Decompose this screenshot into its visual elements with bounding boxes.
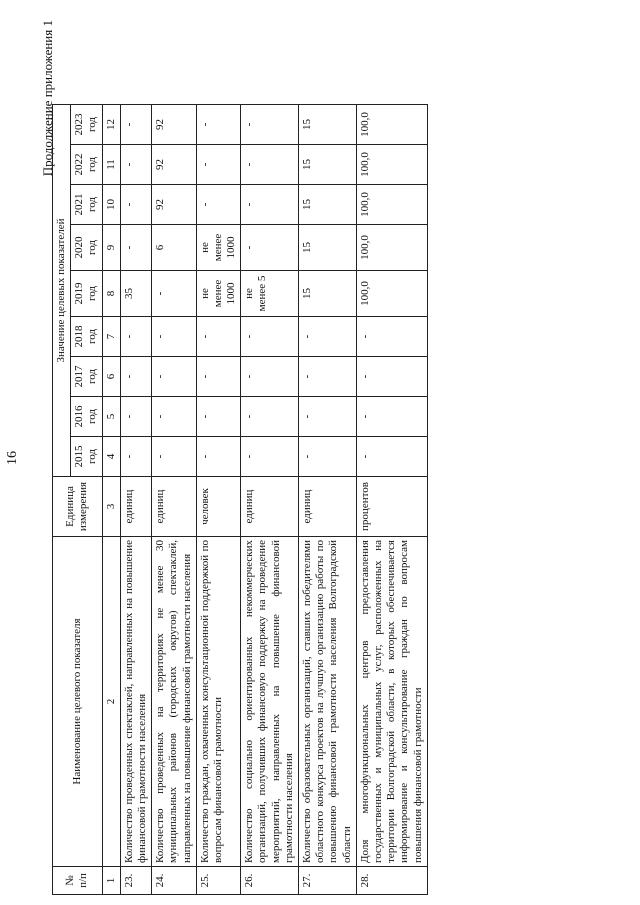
- value-cell: -: [356, 437, 427, 477]
- header-index: 7: [102, 317, 120, 357]
- header-index: 11: [102, 145, 120, 185]
- header-index: 3: [102, 477, 120, 537]
- value-cell: 15: [299, 105, 357, 145]
- header-year: 2017 год: [71, 357, 102, 397]
- header-no: № п/п: [53, 867, 103, 895]
- header-index: 12: [102, 105, 120, 145]
- unit-cell: единиц: [120, 477, 151, 537]
- table-row: [152, 105, 197, 895]
- indicator-name: Количество проведенных спектаклей, направленных на повышение финансовой грамотности населения: [120, 537, 151, 867]
- value-cell: 100,0: [356, 145, 427, 185]
- value-cell: -: [152, 357, 197, 397]
- value-cell: -: [120, 357, 151, 397]
- row-number: 24.: [152, 867, 197, 895]
- table-row: [241, 105, 299, 895]
- value-cell: -: [241, 357, 299, 397]
- header-unit: Единица измерения: [53, 477, 103, 537]
- indicator-name: Доля многофункциональных центров предоставления государственных и муниципальных услуг, расположенных на территории Волгоградской области, в которых обеспечивается информирование и консультирование граждан по вопросам повышения финансовой грамотности: [356, 537, 427, 867]
- value-cell: -: [241, 397, 299, 437]
- value-cell: -: [299, 437, 357, 477]
- value-cell: 15: [299, 271, 357, 317]
- header-index-row: [102, 105, 120, 895]
- row-number: 23.: [120, 867, 151, 895]
- table-row: [356, 105, 427, 895]
- value-cell: -: [241, 225, 299, 271]
- value-cell: -: [356, 397, 427, 437]
- indicator-name: Количество социально ориентированных некоммерческих организаций, получивших финансовую поддержку на проведение мероприятий, направленных на повышение финансовой грамотности населения: [241, 537, 299, 867]
- header-name: Наименование целевого показателя: [53, 537, 103, 867]
- value-cell: 100,0: [356, 105, 427, 145]
- value-cell: 15: [299, 185, 357, 225]
- value-cell: 6: [152, 225, 197, 271]
- value-cell: 92: [152, 185, 197, 225]
- header-values-group: Значение целевых показателей: [53, 105, 71, 477]
- unit-cell: единиц: [241, 477, 299, 537]
- table-row: [196, 105, 241, 895]
- value-cell: -: [196, 317, 241, 357]
- value-cell: -: [299, 397, 357, 437]
- value-cell: 35: [120, 271, 151, 317]
- header-index: 4: [102, 437, 120, 477]
- row-number: 26.: [241, 867, 299, 895]
- header-index: 2: [102, 537, 120, 867]
- table-body: [120, 105, 427, 895]
- row-number: 25.: [196, 867, 241, 895]
- value-cell: -: [196, 145, 241, 185]
- value-cell: -: [299, 317, 357, 357]
- value-cell: не менее 5: [241, 271, 299, 317]
- value-cell: -: [120, 437, 151, 477]
- value-cell: -: [241, 185, 299, 225]
- value-cell: 100,0: [356, 225, 427, 271]
- row-number: 28.: [356, 867, 427, 895]
- unit-cell: человек: [196, 477, 241, 537]
- header-index: 9: [102, 225, 120, 271]
- value-cell: не менее 1000: [196, 225, 241, 271]
- value-cell: 92: [152, 105, 197, 145]
- value-cell: -: [196, 357, 241, 397]
- value-cell: -: [196, 185, 241, 225]
- value-cell: -: [152, 271, 197, 317]
- header-year: 2020 год: [71, 225, 102, 271]
- unit-cell: единиц: [299, 477, 357, 537]
- value-cell: -: [120, 225, 151, 271]
- indicator-name: Количество граждан, охваченных консультационной поддержкой по вопросам финансовой грамотности: [196, 537, 241, 867]
- value-cell: -: [356, 317, 427, 357]
- row-number: 27.: [299, 867, 357, 895]
- value-cell: 15: [299, 225, 357, 271]
- header-index: 1: [102, 867, 120, 895]
- header-index: 10: [102, 185, 120, 225]
- value-cell: -: [152, 437, 197, 477]
- value-cell: -: [196, 397, 241, 437]
- value-cell: -: [152, 317, 197, 357]
- value-cell: -: [241, 437, 299, 477]
- unit-cell: единиц: [152, 477, 197, 537]
- header-year: 2021 год: [71, 185, 102, 225]
- header-year: 2015 год: [71, 437, 102, 477]
- header-year: 2016 год: [71, 397, 102, 437]
- value-cell: -: [241, 105, 299, 145]
- value-cell: 15: [299, 145, 357, 185]
- target-indicators-table: [52, 104, 428, 895]
- value-cell: -: [196, 437, 241, 477]
- header-year: 2018 год: [71, 317, 102, 357]
- table-row: [299, 105, 357, 895]
- header-index: 5: [102, 397, 120, 437]
- value-cell: -: [120, 317, 151, 357]
- header-year: 2023 год: [71, 105, 102, 145]
- value-cell: -: [356, 357, 427, 397]
- value-cell: -: [120, 105, 151, 145]
- value-cell: 92: [152, 145, 197, 185]
- page-number: 16: [5, 451, 20, 465]
- value-cell: 100,0: [356, 185, 427, 225]
- table-row: [120, 105, 151, 895]
- value-cell: -: [120, 145, 151, 185]
- indicator-name: Количество образовательных организаций, ставших победителями областного конкурса проектов на лучшую организацию работы по повышению финансовой грамотности населения Волгоградской области: [299, 537, 357, 867]
- value-cell: -: [299, 357, 357, 397]
- value-cell: -: [241, 317, 299, 357]
- value-cell: -: [241, 145, 299, 185]
- value-cell: -: [152, 397, 197, 437]
- value-cell: 100,0: [356, 271, 427, 317]
- header-index: 8: [102, 271, 120, 317]
- value-cell: -: [120, 185, 151, 225]
- value-cell: -: [196, 105, 241, 145]
- header-year: 2019 год: [71, 271, 102, 317]
- unit-cell: процентов: [356, 477, 427, 537]
- value-cell: не менее 1000: [196, 271, 241, 317]
- indicator-name: Количество проведенных на территориях не менее 30 муниципальных районов (городских округов) спектаклей, направленных на повышение финансовой грамотности населения: [152, 537, 197, 867]
- header-year: 2022 год: [71, 145, 102, 185]
- value-cell: -: [120, 397, 151, 437]
- continuation-label: Продолжение приложения 1: [40, 20, 55, 177]
- header-index: 6: [102, 357, 120, 397]
